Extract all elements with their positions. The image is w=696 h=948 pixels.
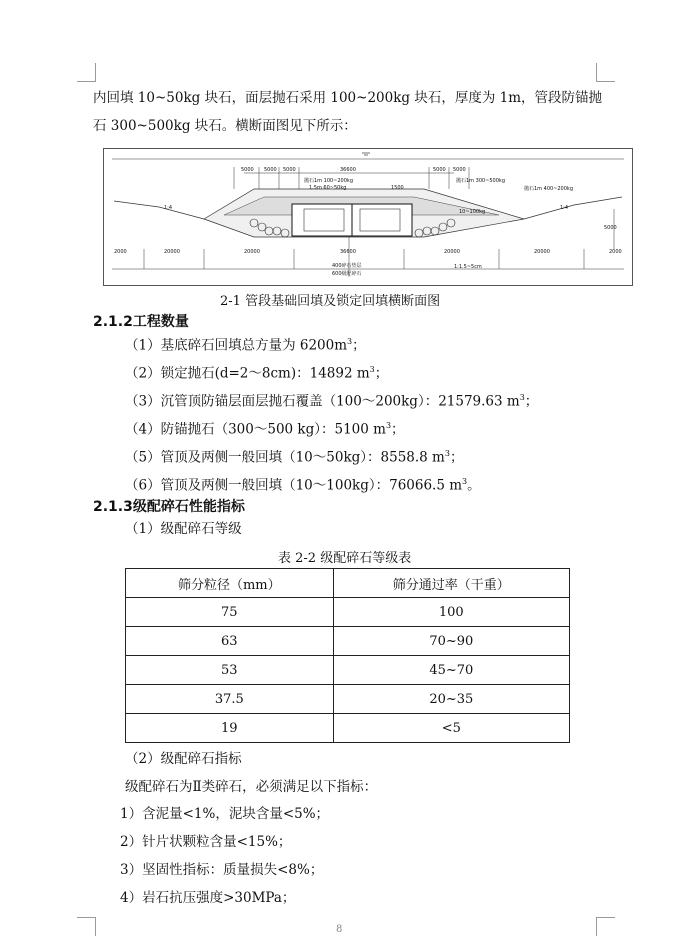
indicator-intro: 级配碎石为Ⅱ类碎石，必须满足以下指标： (125, 779, 378, 795)
indicator-subheading: （2）级配碎石指标 (125, 751, 242, 767)
section-heading-2-1-2: 2.1.2工程数量 (93, 314, 189, 330)
table-cell: 20~35 (333, 685, 569, 714)
indicator-item-2: 2）针片状颗粒含量<15%； (120, 834, 292, 850)
indicator-item-1: 1）含泥量<1%，泥块含量<5%； (120, 806, 330, 822)
table-row (126, 656, 570, 685)
table-cell: 37.5 (126, 685, 334, 714)
figure-label-stone-300-500: 抛石1m 300~500kg (456, 178, 505, 184)
table-header-cell: 筛分粒径（mm） (126, 569, 334, 598)
page-corner-mark-bottom-right (596, 917, 615, 936)
quantity-item-4: （4）防锚抛石（300～500 kg）：5100 $m^3$； (125, 421, 405, 438)
cross-section-drawing (104, 149, 632, 285)
table-header-row (126, 569, 570, 598)
table-row (126, 714, 570, 743)
figure-label-seg-20000-3: 20000 (444, 249, 460, 255)
figure-label-seg-20000-4: 20000 (534, 249, 550, 255)
quantity-item-3: （3）沉管顶防锚层面层抛石覆盖（100～200kg）：21579.63 $m^3$； (125, 393, 539, 410)
quantity-item-2: （2）锁定抛石(d=2～8cm)：14892 $m^3$； (125, 365, 389, 382)
figure-label-seg-20000-2: 20000 (244, 249, 260, 255)
figure-label-seg-2000-right: 2000 (609, 249, 622, 255)
table-header-cell: 筛分通过率（干重） (333, 569, 569, 598)
quantity-item-1: （1）基底碎石回填总方量为 $6200m^3$； (125, 337, 366, 354)
grade-table (125, 568, 570, 743)
figure-label-seg-left-1: 5000 (241, 167, 254, 173)
grade-subheading: （1）级配碎石等级 (125, 521, 242, 537)
indicator-item-4: 4）岩石抗压强度>30MPa； (120, 890, 296, 906)
figure-label-bottom-width: 36600 (340, 249, 356, 255)
figure-label-seg-right-1: 5000 (433, 167, 446, 173)
figure-label-top-width: 36600 (340, 167, 356, 173)
table-cell: 70~90 (333, 627, 569, 656)
figure-label-slope-note: 1:1.5~5cm (454, 264, 482, 270)
table-cell: 100 (333, 598, 569, 627)
figure-label-seg-20000-1: 20000 (164, 249, 180, 255)
quantity-item-6: （6）管顶及两侧一般回填（10～100kg）：76066.5 $m^3$。 (125, 477, 481, 494)
table-row (126, 685, 570, 714)
figure-label-seg-left-2: 5000 (264, 167, 277, 173)
figure-label-height-5000: 5000 (604, 225, 617, 231)
figure-label-seg-right-2: 5000 (453, 167, 466, 173)
table-cell: 63 (126, 627, 334, 656)
table-cell: 45~70 (333, 656, 569, 685)
page-corner-mark-top-right (596, 63, 615, 82)
figure-label-height-1500: 1500 (391, 185, 404, 191)
page-number: 8 (336, 924, 343, 935)
indicator-item-3: 3）坚固性指标：质量损失<8%； (120, 862, 324, 878)
table-cell: 19 (126, 714, 334, 743)
quantity-item-5: （5）管顶及两侧一般回填（10～50kg）：8558.8 $m^3$； (125, 449, 464, 466)
figure-label-seg-left-3: 5000 (283, 167, 296, 173)
cross-section-figure (103, 148, 633, 286)
figure-label-stone-100-200: 抛石1m 100~200kg (304, 178, 353, 184)
table-cell: <5 (333, 714, 569, 743)
page-corner-mark-bottom-left (77, 917, 96, 936)
table-cell: 75 (126, 598, 334, 627)
paragraph-line-2: 石 300~500kg 块石。横断面图见下所示： (93, 118, 357, 134)
table-row (126, 627, 570, 656)
figure-label-slope-right: 1:4 (560, 205, 569, 211)
paragraph-line-1: 内回填 10~50kg 块石，面层抛石采用 100~200kg 块石，厚度为 1m，管段防锚抛 (93, 90, 603, 106)
figure-label-stone-1-5m: 1.5m 60~50kg (309, 185, 347, 191)
figure-label-bedding-400: 400碎石垫层 (332, 263, 362, 269)
table-cell: 53 (126, 656, 334, 685)
figure-label-slope-left: 1:4 (164, 205, 173, 211)
section-heading-2-1-3: 2.1.3级配碎石性能指标 (93, 499, 245, 515)
figure-label-stone-400-200: 抛石1m 400~200kg (524, 186, 573, 192)
table-title: 表 2-2 级配碎石等级表 (278, 551, 412, 566)
table-row (126, 598, 570, 627)
figure-label-seg-2000-left: 2000 (114, 249, 127, 255)
figure-label-stone-10-100: 10~100kg (459, 209, 486, 215)
figure-label-bedding-600: 600级配碎石 (332, 271, 362, 277)
page-corner-mark-top-left (77, 63, 96, 82)
figure-caption: 2-1 管段基础回填及锁定回填横断面图 (220, 294, 441, 309)
